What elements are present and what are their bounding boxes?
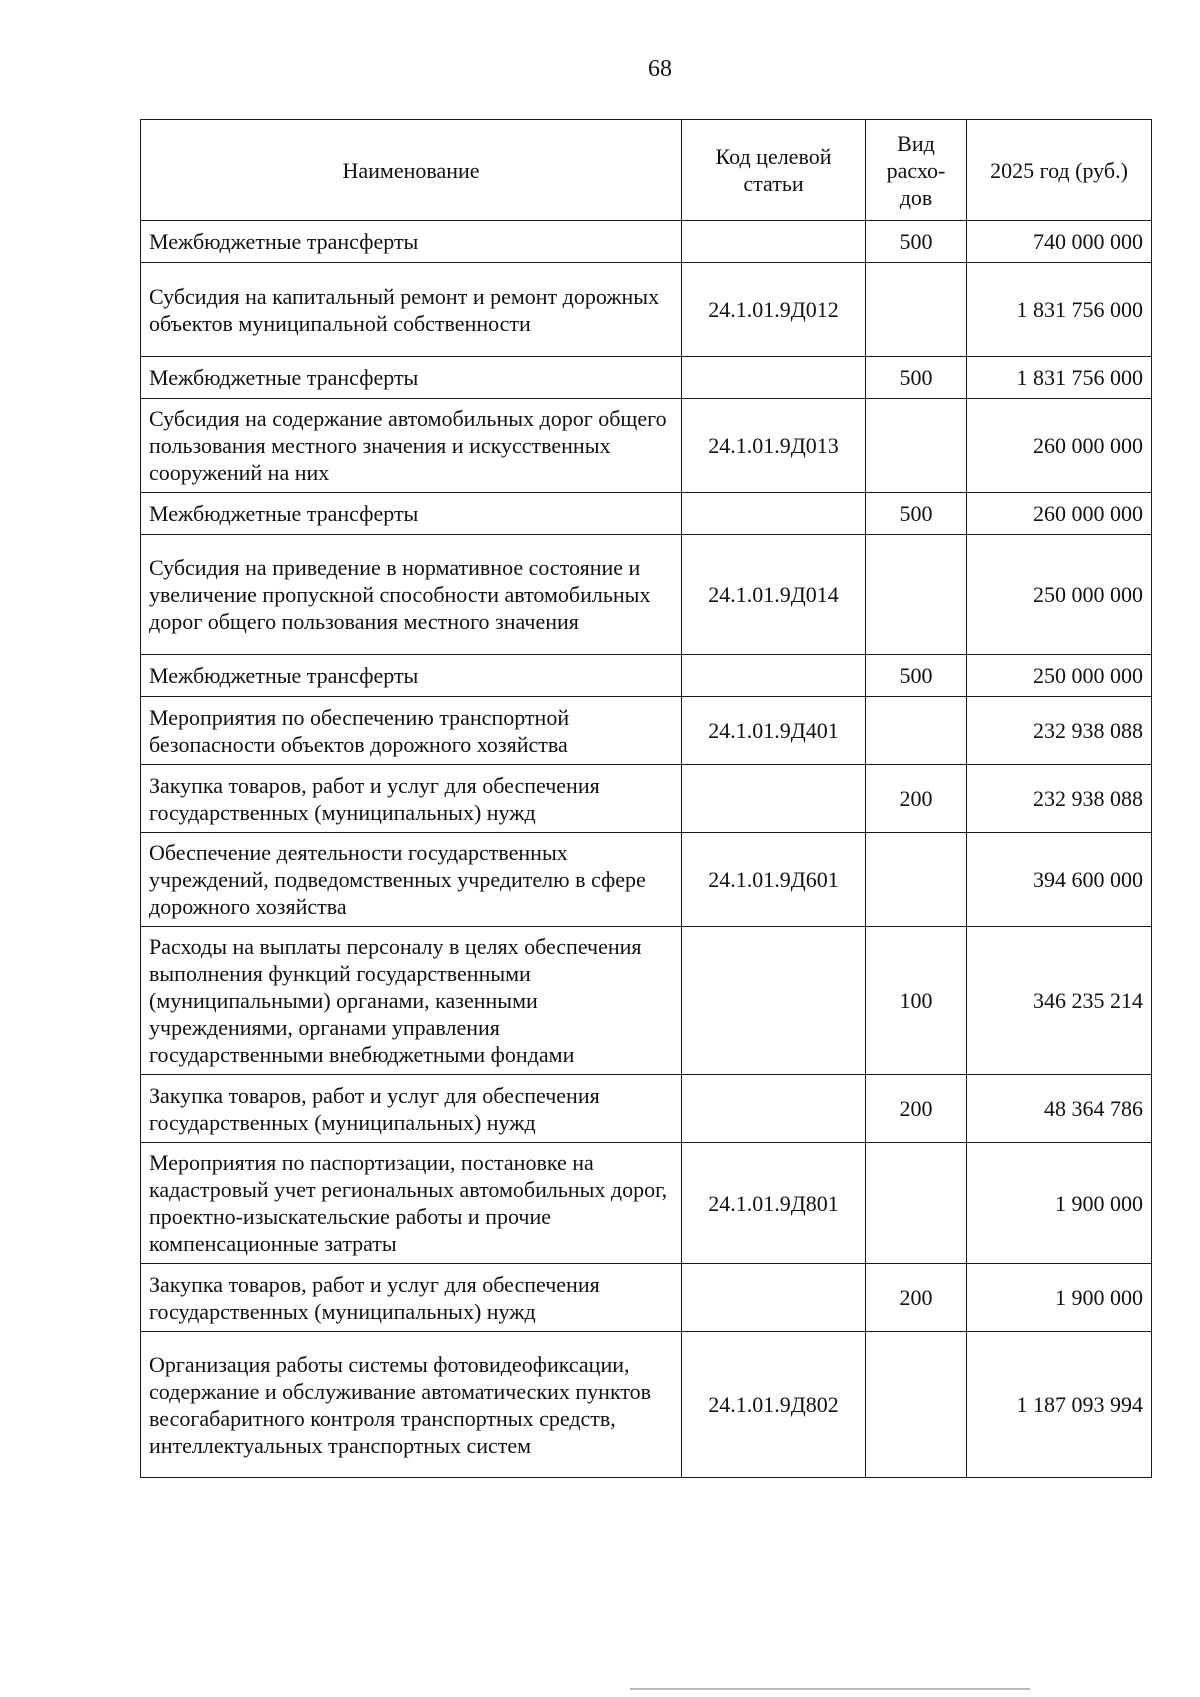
cell-code: 24.1.01.9Д012 — [682, 263, 866, 357]
cell-kind — [866, 833, 967, 927]
cell-code — [682, 357, 866, 399]
cell-code — [682, 1075, 866, 1143]
cell-sum: 346 235 214 — [967, 927, 1152, 1075]
cell-name: Субсидия на капитальный ремонт и ремонт дорожных объектов муниципальной собственности — [141, 263, 682, 357]
cell-name: Межбюджетные трансферты — [141, 357, 682, 399]
cell-name: Мероприятия по паспортизации, постановке на кадастровый учет региональных автомобильных дорог, проектно-изыскательские работы и прочие компенсационные затраты — [141, 1143, 682, 1264]
cell-kind — [866, 263, 967, 357]
cell-code: 24.1.01.9Д014 — [682, 535, 866, 655]
cell-kind — [866, 1143, 967, 1264]
cell-kind: 200 — [866, 765, 967, 833]
cell-name: Организация работы системы фотовидеофиксации, содержание и обслуживание автоматических пунктов весогабаритного контроля транспортных средств, интеллектуальных транспортных систем — [141, 1332, 682, 1478]
cell-sum: 250 000 000 — [967, 535, 1152, 655]
header-kind: Вид расхо-дов — [866, 120, 967, 221]
table-row — [141, 655, 1152, 697]
cell-name: Межбюджетные трансферты — [141, 655, 682, 697]
header-code: Код целевой статьи — [682, 120, 866, 221]
cell-name: Закупка товаров, работ и услуг для обеспечения государственных (муниципальных) нужд — [141, 1264, 682, 1332]
cell-name: Закупка товаров, работ и услуг для обеспечения государственных (муниципальных) нужд — [141, 765, 682, 833]
cell-kind — [866, 697, 967, 765]
cell-code — [682, 221, 866, 263]
cell-code: 24.1.01.9Д601 — [682, 833, 866, 927]
cell-kind — [866, 535, 967, 655]
budget-table — [140, 119, 1152, 1478]
cell-code: 24.1.01.9Д013 — [682, 399, 866, 493]
table-row — [141, 765, 1152, 833]
cell-name: Закупка товаров, работ и услуг для обеспечения государственных (муниципальных) нужд — [141, 1075, 682, 1143]
cell-code — [682, 765, 866, 833]
cell-name: Мероприятия по обеспечению транспортной безопасности объектов дорожного хозяйства — [141, 697, 682, 765]
table-row — [141, 263, 1152, 357]
table-row — [141, 535, 1152, 655]
cell-code — [682, 655, 866, 697]
cell-sum: 232 938 088 — [967, 765, 1152, 833]
cell-kind: 500 — [866, 655, 967, 697]
table-row — [141, 1332, 1152, 1478]
cell-code: 24.1.01.9Д401 — [682, 697, 866, 765]
page-number: 68 — [648, 56, 672, 82]
table-row — [141, 357, 1152, 399]
table-row — [141, 493, 1152, 535]
cell-kind — [866, 1332, 967, 1478]
table-row — [141, 927, 1152, 1075]
cell-kind: 500 — [866, 357, 967, 399]
cell-name: Субсидия на содержание автомобильных дорог общего пользования местного значения и искусственных сооружений на них — [141, 399, 682, 493]
cell-sum: 394 600 000 — [967, 833, 1152, 927]
cell-code: 24.1.01.9Д802 — [682, 1332, 866, 1478]
cell-code — [682, 1264, 866, 1332]
cell-name: Обеспечение деятельности государственных учреждений, подведомственных учредителю в сфере дорожного хозяйства — [141, 833, 682, 927]
cell-name: Расходы на выплаты персоналу в целях обеспечения выполнения функций государственными (муниципальными) органами, казенными учреждениями, органами управления государственными внебюджетными фондами — [141, 927, 682, 1075]
table-row — [141, 697, 1152, 765]
cell-sum: 232 938 088 — [967, 697, 1152, 765]
cell-code — [682, 927, 866, 1075]
cell-sum: 48 364 786 — [967, 1075, 1152, 1143]
cell-sum: 250 000 000 — [967, 655, 1152, 697]
table-row — [141, 1075, 1152, 1143]
table-header-row — [141, 120, 1152, 221]
table-row — [141, 1264, 1152, 1332]
cell-sum: 260 000 000 — [967, 493, 1152, 535]
table-row — [141, 833, 1152, 927]
cell-kind: 200 — [866, 1264, 967, 1332]
cell-sum: 1 900 000 — [967, 1264, 1152, 1332]
table-row — [141, 1143, 1152, 1264]
table-row — [141, 399, 1152, 493]
cell-kind: 100 — [866, 927, 967, 1075]
cell-kind: 500 — [866, 221, 967, 263]
cell-name: Межбюджетные трансферты — [141, 221, 682, 263]
scan-artifact — [630, 1688, 1030, 1690]
cell-sum: 1 831 756 000 — [967, 357, 1152, 399]
cell-sum: 1 831 756 000 — [967, 263, 1152, 357]
cell-sum: 740 000 000 — [967, 221, 1152, 263]
cell-code: 24.1.01.9Д801 — [682, 1143, 866, 1264]
cell-sum: 1 187 093 994 — [967, 1332, 1152, 1478]
cell-kind: 500 — [866, 493, 967, 535]
table-row — [141, 221, 1152, 263]
cell-sum: 1 900 000 — [967, 1143, 1152, 1264]
cell-name: Субсидия на приведение в нормативное состояние и увеличение пропускной способности автомобильных дорог общего пользования местного значения — [141, 535, 682, 655]
cell-sum: 260 000 000 — [967, 399, 1152, 493]
cell-code — [682, 493, 866, 535]
cell-kind — [866, 399, 967, 493]
cell-kind: 200 — [866, 1075, 967, 1143]
header-sum: 2025 год (руб.) — [967, 120, 1152, 221]
header-name: Наименование — [141, 120, 682, 221]
cell-name: Межбюджетные трансферты — [141, 493, 682, 535]
